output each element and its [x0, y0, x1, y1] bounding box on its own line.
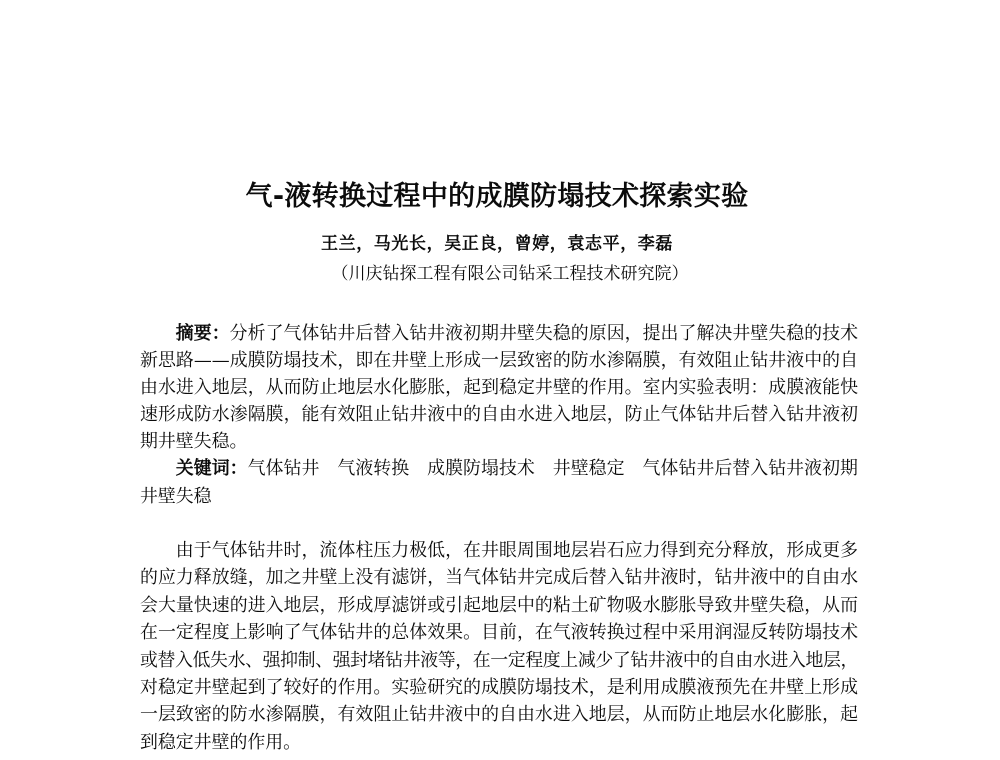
keyword: 气体钻井: [247, 458, 320, 480]
abstract-section: [140, 320, 858, 510]
body-line: 会大量快速的进入地层，形成厚滤饼或引起地层中的粘土矿物吸水膨胀导致井壁失稳，从而: [140, 594, 858, 616]
body-line: 由于气体钻井时，流体柱压力极低，在井眼周围地层岩石应力得到充分释放，形成更多: [175, 540, 858, 561]
keyword: 井壁稳定: [552, 458, 625, 480]
keywords-line: [140, 455, 858, 482]
abstract-line: 新思路——成膜防塌技术，即在井壁上形成一层致密的防水渗隔膜，有效阻止钻井液中的自: [140, 350, 858, 372]
keyword: 成膜防塌技术: [427, 458, 535, 480]
abstract-text: 分析了气体钻井后替入钻井液初期井壁失稳的原因，提出了解决井壁失稳的技术: [229, 323, 858, 344]
abstract-line: [140, 320, 858, 347]
body-line: 或替入低失水、强抑制、强封堵钻井液等，在一定程度上减少了钻井液中的自由水进入地层，: [140, 649, 858, 671]
paper-title: 气-液转换过程中的成膜防塌技术探索实验: [245, 181, 749, 212]
body-line: 在一定程度上影响了气体钻井的总体效果。目前，在气液转换过程中采用润湿反转防塌技术: [140, 622, 858, 644]
body-line: 一层致密的防水渗隔膜，有效阻止钻井液中的自由水进入地层，从而防止地层水化膨胀，起: [140, 704, 858, 726]
abstract-line: 由水进入地层，从而防止地层水化膨胀，起到稳定井壁的作用。室内实验表明：成膜液能快: [140, 377, 858, 399]
affiliation: （川庆钻探工程有限公司钻采工程技术研究院）: [331, 264, 689, 284]
body-line: 的应力释放缝，加之井壁上没有滤饼，当气体钻井完成后替入钻井液时，钻井液中的自由水: [140, 567, 858, 589]
abstract-label: 摘要：: [175, 323, 230, 344]
body-paragraph: [140, 537, 858, 756]
author-list: 王兰，马光长，吴正良，曾婷，袁志平，李磊: [321, 234, 673, 254]
body-line: 到稳定井壁的作用。: [140, 731, 302, 753]
body-line: 对稳定井壁起到了较好的作用。实验研究的成膜防塌技术，是利用成膜液预先在井壁上形成: [140, 676, 858, 698]
abstract-line: 期井壁失稳。: [140, 431, 248, 453]
keywords-label: 关键词：: [175, 458, 248, 480]
keywords-line: 井壁失稳: [140, 485, 212, 507]
keyword: 气液转换: [337, 458, 410, 480]
keyword: 气体钻井后替入钻井液初期: [642, 458, 858, 480]
abstract-line: 速形成防水渗隔膜，能有效阻止钻井液中的自由水进入地层，防止气体钻井后替入钻井液初: [140, 404, 858, 426]
